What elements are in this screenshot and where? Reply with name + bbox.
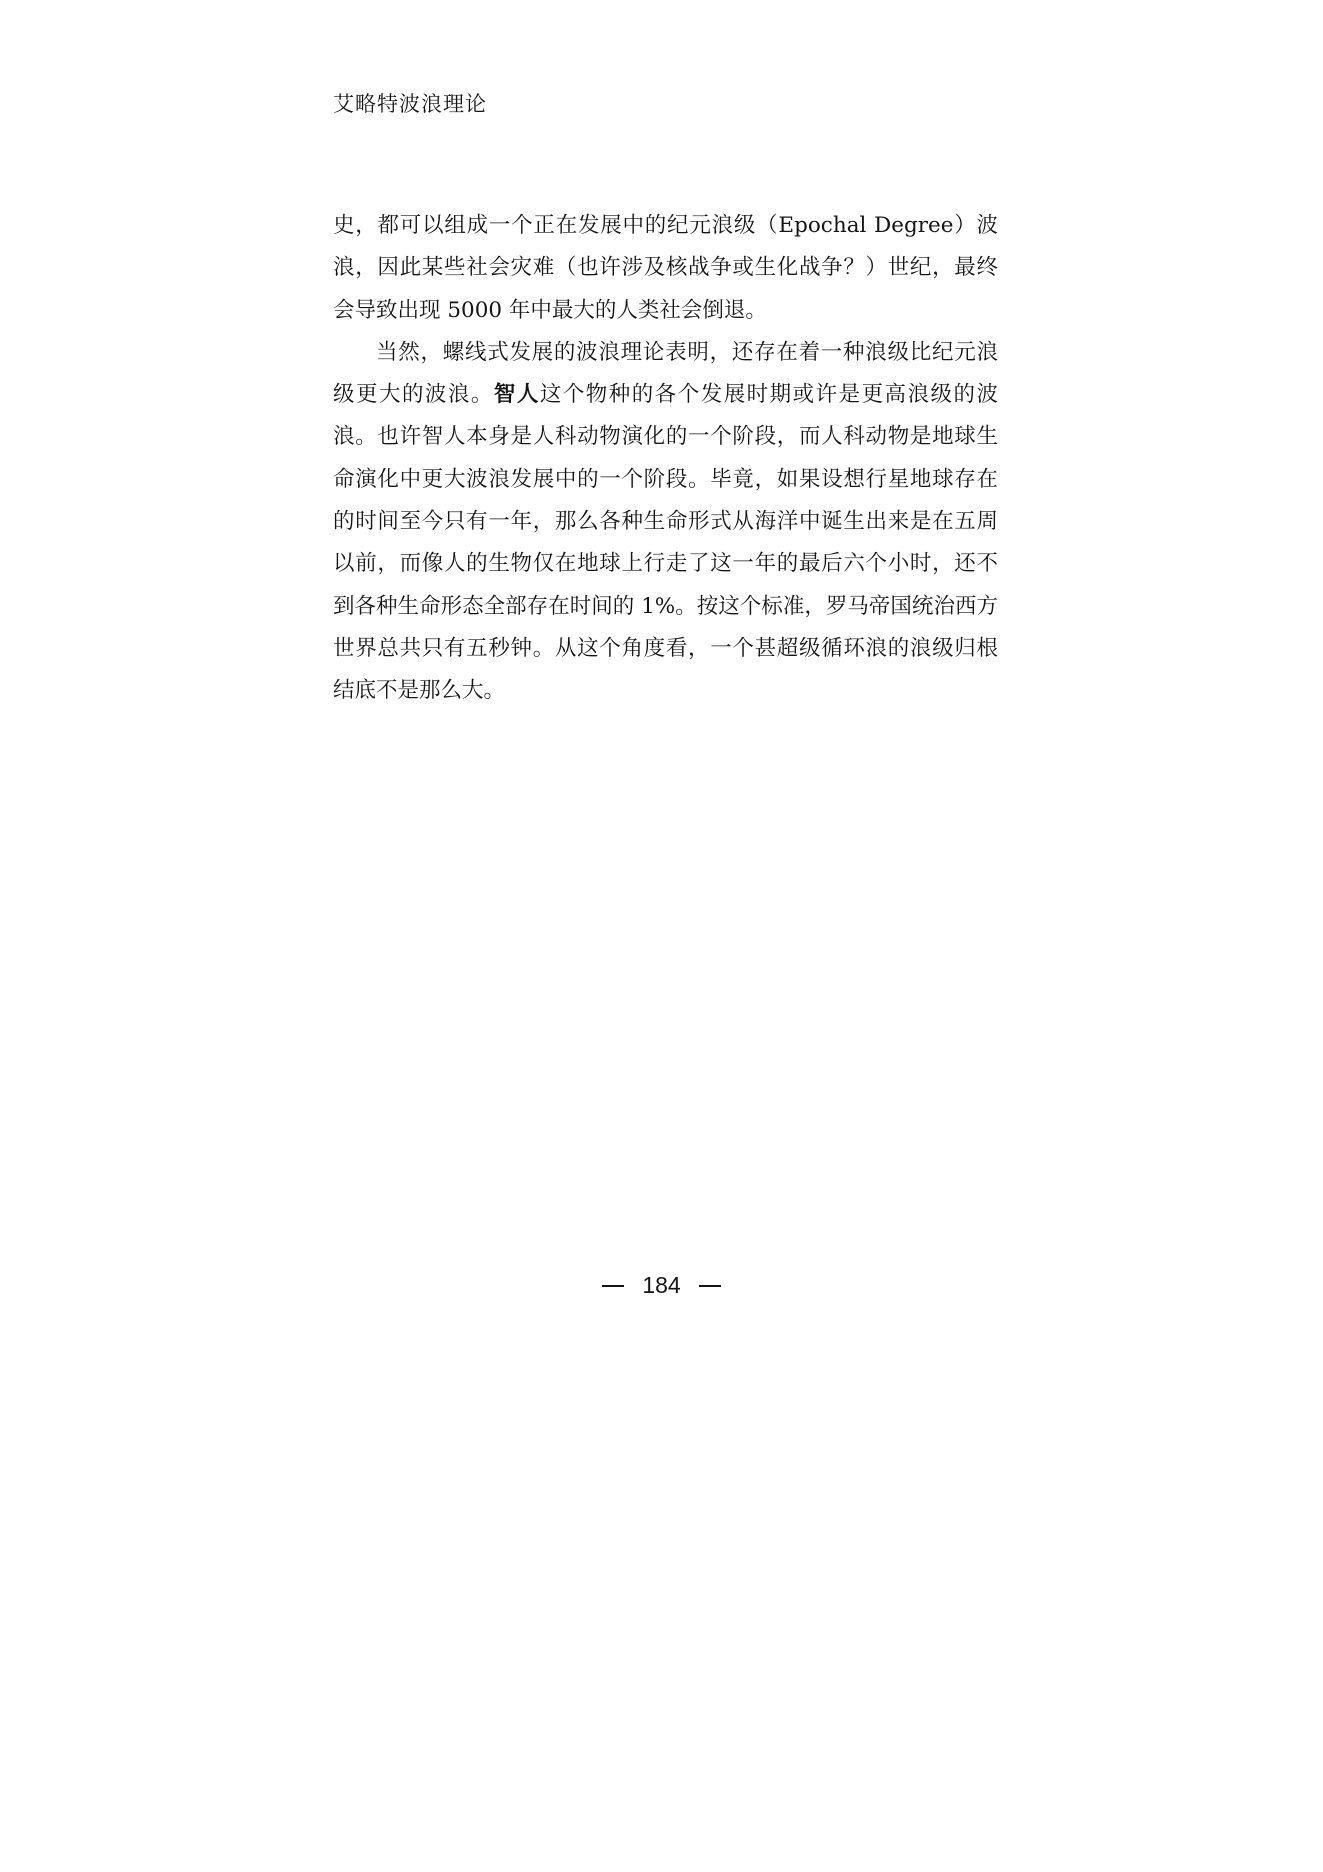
paragraph-continued: 史，都可以组成一个正在发展中的纪元浪级（Epochal Degree）波浪，因此某些社会灾难（也许涉及核战争或生化战争？）世纪，最终会导致出现 5000 年中最大的人类社会倒退。 (333, 213, 998, 323)
right-dash (699, 1285, 721, 1287)
page-number-footer (0, 1272, 1323, 1299)
paragraph-spiral-wave-intro: 当然，螺线式发展的波浪理论表明，还存在着一种浪级比纪元浪级更大的波浪。 (333, 339, 998, 408)
left-dash (602, 1285, 624, 1287)
term-homo-sapiens: 智人 (493, 382, 540, 408)
body-text (333, 205, 998, 713)
page-number: 184 (642, 1272, 681, 1298)
paragraph-spiral-wave (333, 332, 998, 713)
running-header-title: 艾略特波浪理论 (333, 92, 487, 116)
paragraph-spiral-wave-body: 这个物种的各个发展时期或许是更高浪级的波浪。也许智人本身是人科动物演化的一个阶段，而人科动物是地球生命演化中更大波浪发展中的一个阶段。毕竟，如果设想行星地球存在的时间至今只有一年，那么各种生命形式从海洋中诞生出来是在五周以前，而像人的生物仅在地球上行走了这一年的最后六个小时，还不到各种生命形态全部存在时间的 1%。按这个标准，罗马帝国统治西方世界总共只有五秒钟。从这个角度看，一个甚超级循环浪的浪级归根结底不是那么大。 (333, 382, 998, 704)
